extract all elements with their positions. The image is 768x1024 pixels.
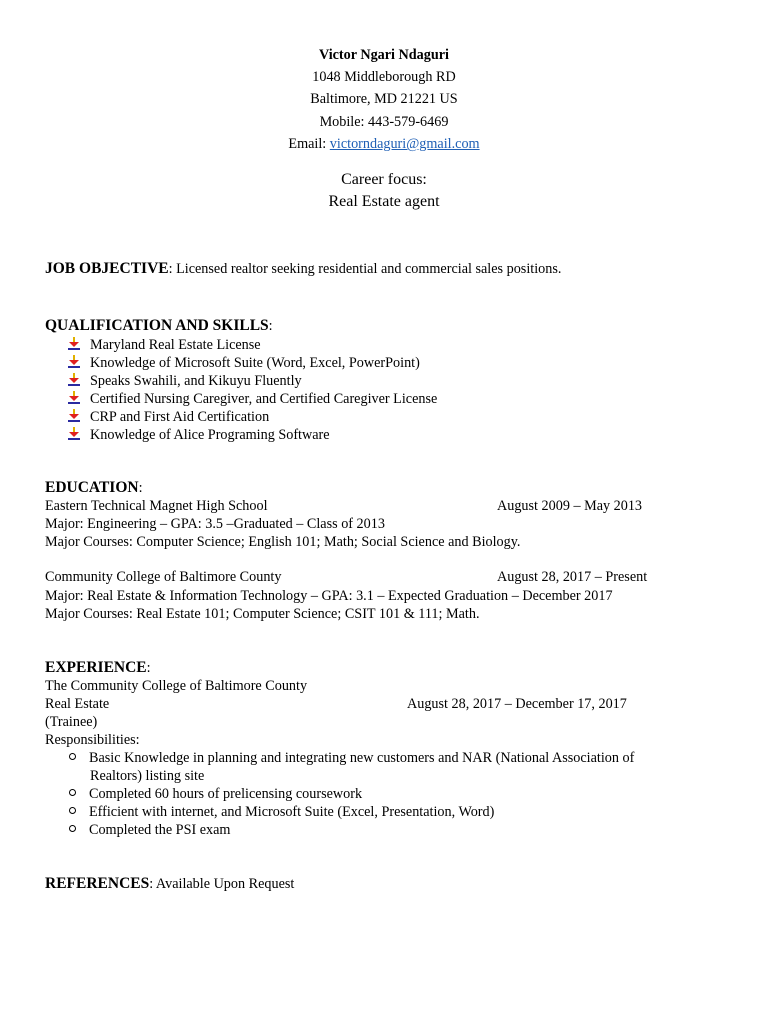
responsibilities-label: Responsibilities: xyxy=(45,732,140,748)
skill-text: Knowledge of Alice Programing Software xyxy=(90,427,330,443)
education-heading-colon: : xyxy=(138,480,143,496)
skill-text: Speaks Swahili, and Kikuyu Fluently xyxy=(90,373,302,389)
skills-heading-colon: : xyxy=(268,318,273,334)
skills-heading-line xyxy=(45,317,273,335)
email-line xyxy=(0,136,768,153)
job-objective-text: : Licensed realtor seeking residential and commercial sales positions. xyxy=(168,261,562,277)
job-objective-heading: JOB OBJECTIVE xyxy=(45,260,169,277)
circle-bullet-icon xyxy=(69,807,76,814)
references-heading: REFERENCES xyxy=(45,875,150,892)
mobile-number: Mobile: 443-579-6469 xyxy=(319,114,449,130)
responsibility-text: Efficient with internet, and Microsoft Suite (Excel, Presentation, Word) xyxy=(89,804,495,820)
skills-heading: QUALIFICATION AND SKILLS xyxy=(45,317,269,334)
education-dates-1: August 2009 – May 2013 xyxy=(497,498,643,514)
arrow-bullet-icon xyxy=(67,373,81,387)
skill-item xyxy=(67,354,420,372)
email-link[interactable]: victorndaguri@gmail.com xyxy=(329,136,480,152)
experience-heading-line xyxy=(45,659,151,677)
email-label: Email: xyxy=(288,136,330,152)
experience-heading: EXPERIENCE xyxy=(45,659,147,676)
responsibility-item xyxy=(69,785,362,803)
experience-heading-colon: : xyxy=(146,660,151,676)
references-text: : Available Upon Request xyxy=(149,876,295,892)
experience-organization: The Community College of Baltimore County xyxy=(45,678,308,694)
education-heading: EDUCATION xyxy=(45,479,139,496)
education-dates-2: August 28, 2017 – Present xyxy=(497,569,648,585)
job-objective-line xyxy=(45,260,561,278)
responsibility-text: Completed the PSI exam xyxy=(89,822,231,838)
circle-bullet-icon xyxy=(69,789,76,796)
references-line xyxy=(45,875,294,893)
skill-item xyxy=(67,408,269,426)
education-major-2: Major: Real Estate & Information Technology – GPA: 3.1 – Expected Graduation – December 2017 xyxy=(45,588,613,604)
skill-item xyxy=(67,372,302,390)
arrow-bullet-icon xyxy=(67,391,81,405)
education-courses-2: Major Courses: Real Estate 101; Computer Science; CSIT 101 & 111; Math. xyxy=(45,606,480,622)
arrow-bullet-icon xyxy=(67,337,81,351)
address-line-2: Baltimore, MD 21221 US xyxy=(310,91,458,107)
skill-text: Certified Nursing Caregiver, and Certified Caregiver License xyxy=(90,391,438,407)
education-heading-line xyxy=(45,479,143,497)
arrow-bullet-icon xyxy=(67,427,81,441)
responsibility-item xyxy=(69,821,230,839)
skill-item xyxy=(67,336,261,354)
career-focus-label: Career focus: xyxy=(341,171,427,188)
experience-position: (Trainee) xyxy=(45,714,98,730)
responsibility-text: Completed 60 hours of prelicensing coursework xyxy=(89,786,363,802)
education-major-1: Major: Engineering – GPA: 3.5 –Graduated – Class of 2013 xyxy=(45,516,385,532)
responsibility-text: Basic Knowledge in planning and integrating new customers and NAR (National Association of xyxy=(89,750,635,766)
responsibility-item xyxy=(69,749,634,767)
responsibility-continuation: Realtors) listing site xyxy=(90,768,205,784)
responsibility-item xyxy=(69,803,494,821)
address-line-1: 1048 Middleborough RD xyxy=(312,69,456,85)
circle-bullet-icon xyxy=(69,753,76,760)
experience-role: Real Estate xyxy=(45,696,110,712)
education-courses-1: Major Courses: Computer Science; English 101; Math; Social Science and Biology. xyxy=(45,534,521,550)
arrow-bullet-icon xyxy=(67,355,81,369)
education-school-1: Eastern Technical Magnet High School xyxy=(45,498,268,514)
skill-text: Maryland Real Estate License xyxy=(90,337,261,353)
experience-dates: August 28, 2017 – December 17, 2017 xyxy=(407,696,627,712)
arrow-bullet-icon xyxy=(67,409,81,423)
skill-item xyxy=(67,390,437,408)
career-focus-value: Real Estate agent xyxy=(328,193,440,210)
circle-bullet-icon xyxy=(69,825,76,832)
skill-text: Knowledge of Microsoft Suite (Word, Excel, PowerPoint) xyxy=(90,355,420,371)
skill-text: CRP and First Aid Certification xyxy=(90,409,270,425)
skill-item xyxy=(67,426,330,444)
candidate-name: Victor Ngari Ndaguri xyxy=(318,47,450,63)
education-school-2: Community College of Baltimore County xyxy=(45,569,282,585)
